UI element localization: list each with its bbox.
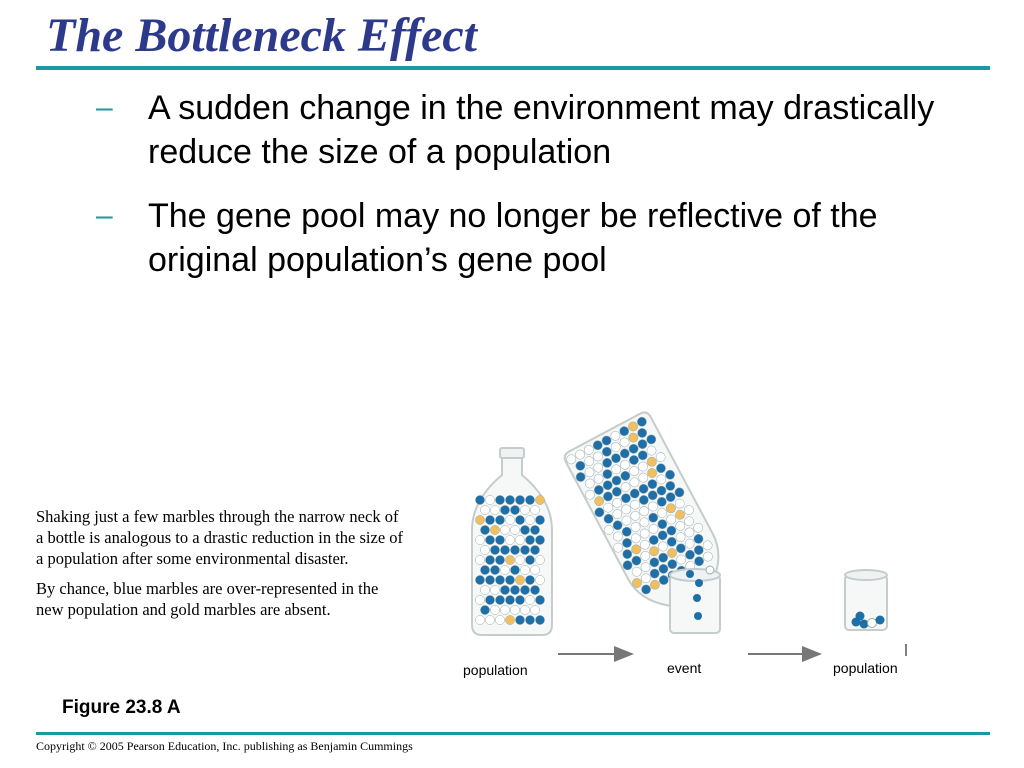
bullet-marker: – xyxy=(96,91,113,124)
copyright-notice: Copyright © 2005 Pearson Education, Inc. publishing as Benjamin Cummings xyxy=(36,739,413,753)
caption-paragraph: Shaking just a few marbles through the narrow neck of a bottle is analogous to a drastic reduction in the size of a population after some environmental disaster. xyxy=(36,507,404,568)
bullet-item xyxy=(96,194,976,282)
bottleneck-illustration xyxy=(420,400,940,700)
receiving-cup xyxy=(670,566,720,633)
slide-title: The Bottleneck Effect xyxy=(46,9,478,62)
figure-label: Figure 23.8 A xyxy=(62,697,181,718)
bullet-text: The gene pool may no longer be reflective of the original population’s gene pool xyxy=(148,197,878,279)
bullet-text: A sudden change in the environment may drastically reduce the size of a population xyxy=(148,89,935,171)
bullet-marker: – xyxy=(96,199,113,232)
bullet-list xyxy=(96,86,976,302)
caption-paragraph: By chance, blue marbles are over-represented in the new population and gold marbles are absent. xyxy=(36,579,379,619)
original-population-label: population xyxy=(463,662,528,678)
bullet-item xyxy=(96,86,976,174)
original-bottle xyxy=(472,448,552,635)
figure-caption xyxy=(36,506,408,629)
new-population-cup xyxy=(845,570,887,630)
event-label: event xyxy=(667,660,702,676)
footer-divider xyxy=(36,732,990,735)
new-population-label: population xyxy=(833,660,898,676)
title-divider xyxy=(36,66,990,70)
bottleneck-figure xyxy=(420,400,940,700)
